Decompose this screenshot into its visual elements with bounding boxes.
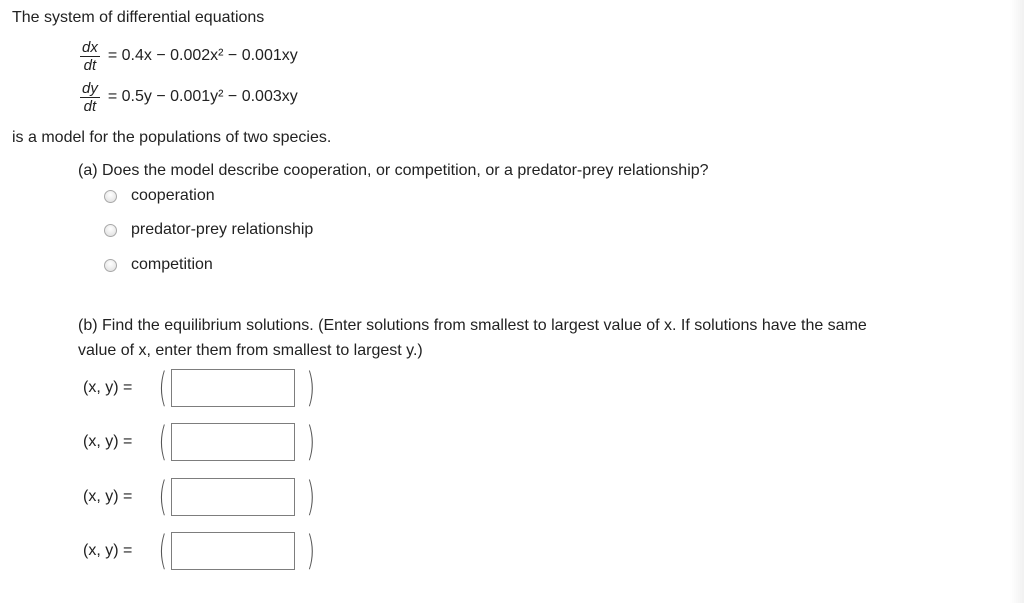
answer-input-4[interactable] xyxy=(171,532,295,570)
equation-rhs: = 0.5y − 0.001y² − 0.003xy xyxy=(107,88,298,105)
radio-button[interactable] xyxy=(104,259,117,272)
answer-row-1 xyxy=(83,366,318,410)
right-paren: ) xyxy=(306,528,315,574)
answer-row-4 xyxy=(83,529,318,573)
left-paren: ( xyxy=(158,365,168,411)
option-label: cooperation xyxy=(131,187,215,204)
answer-label: (x, y) = xyxy=(83,488,133,505)
answer-row-3 xyxy=(83,475,318,519)
fraction-denominator: dt xyxy=(83,97,97,115)
intro-text: The system of differential equations xyxy=(12,9,265,26)
right-paren: ) xyxy=(306,419,315,465)
option-competition[interactable] xyxy=(104,254,213,276)
answer-input-2[interactable] xyxy=(171,423,295,461)
option-label: competition xyxy=(131,256,213,273)
part-b-instruction-line2: value of x, enter them from smallest to largest y.) xyxy=(78,342,423,359)
answer-label: (x, y) = xyxy=(83,433,133,450)
answer-label: (x, y) = xyxy=(83,379,133,396)
left-paren: ( xyxy=(158,528,168,574)
radio-button[interactable] xyxy=(104,224,117,237)
page-edge-shadow xyxy=(1010,0,1024,603)
option-cooperation[interactable] xyxy=(104,185,215,207)
option-predator-prey[interactable] xyxy=(104,219,313,241)
part-b-instruction-line1: (b) Find the equilibrium solutions. (Enter solutions from smallest to largest value of x. If solutions have the same xyxy=(78,317,867,334)
answer-input-1[interactable] xyxy=(171,369,295,407)
model-text: is a model for the populations of two species. xyxy=(12,129,332,146)
left-paren: ( xyxy=(158,419,168,465)
fraction-denominator: dt xyxy=(83,56,97,74)
answer-row-2 xyxy=(83,420,318,464)
part-a-question: (a) Does the model describe cooperation, or competition, or a predator-prey relationship? xyxy=(78,162,709,179)
equation-dx xyxy=(80,39,298,73)
right-paren: ) xyxy=(306,365,315,411)
option-label: predator-prey relationship xyxy=(131,221,314,238)
fraction-numerator: dx xyxy=(82,38,98,56)
fraction-dy-dt xyxy=(80,81,100,114)
equation-rhs: = 0.4x − 0.002x² − 0.001xy xyxy=(107,47,298,64)
equation-dy xyxy=(80,80,298,114)
answer-input-3[interactable] xyxy=(171,478,295,516)
fraction-numerator: dy xyxy=(82,79,98,97)
right-paren: ) xyxy=(306,474,315,520)
fraction-dx-dt xyxy=(80,40,100,73)
radio-button[interactable] xyxy=(104,190,117,203)
left-paren: ( xyxy=(158,474,168,520)
answer-label: (x, y) = xyxy=(83,542,133,559)
